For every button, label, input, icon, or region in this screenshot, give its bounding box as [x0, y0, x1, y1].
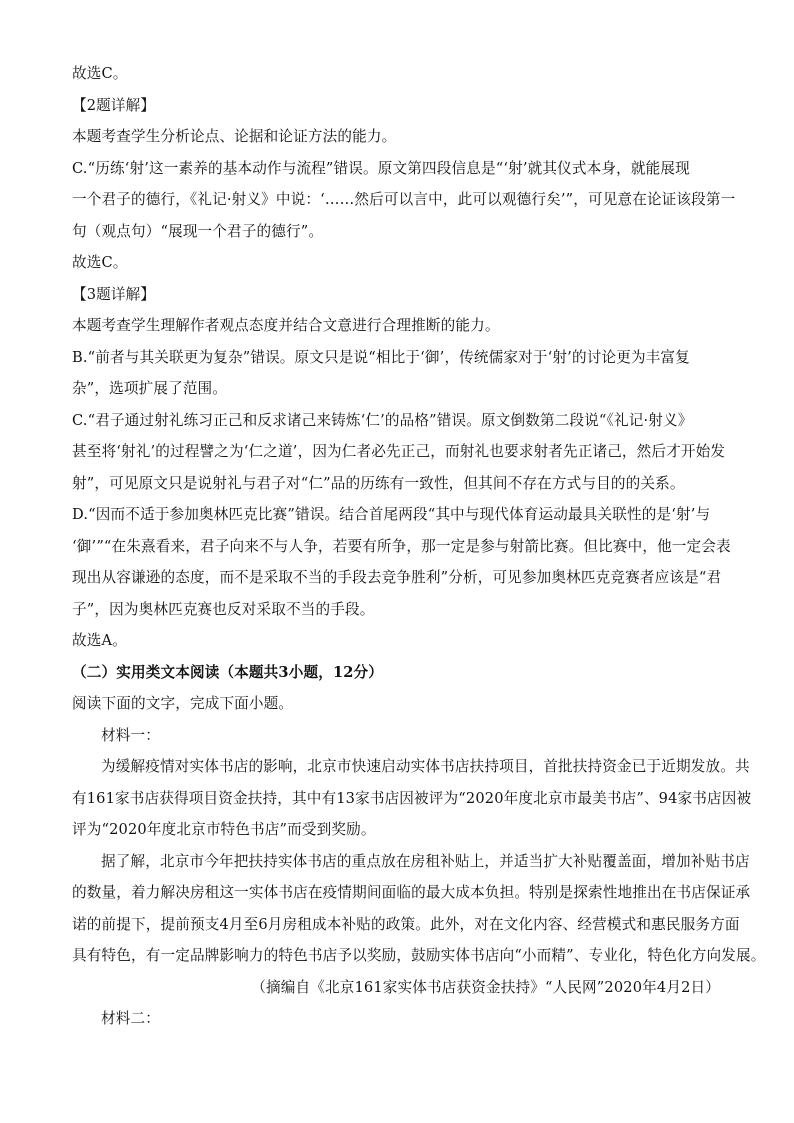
text-line: 射”，可见原文只是说射礼与君子对“仁”品的历练有一致性，但其间不存在方式与目的的关系。: [72, 474, 685, 492]
text-line: 杂”，选项扩展了范围。: [72, 380, 228, 397]
text-line: 诺的前提下，提前预支4月至6月房租成本补贴的政策。此外，对在文化内容、经营模式和惠民服务方面: [72, 915, 740, 933]
document-page: [72, 58, 766, 1035]
text-line: 故选A。: [72, 632, 127, 649]
text-line: 句（观点句）“展现一个君子的德行”。: [72, 222, 324, 240]
text-line: 评为“2020年度北京市特色书店”而受到奖励。: [72, 821, 376, 838]
text-line: 【3题详解】: [72, 285, 156, 303]
text-line: 子”，因为奥林匹克赛也反对采取不当的手段。: [72, 600, 375, 618]
text-line: ‘御’”“在朱熹看来，君子向来不与人争，若要有所争，那一定是参与射箭比赛。但比赛中，他一定会表: [72, 537, 731, 555]
text-line: 【2题详解】: [72, 96, 156, 114]
text-line: 材料二：: [101, 1010, 160, 1027]
text-line: 本题考查学生理解作者观点态度并结合文意进行合理推断的能力。: [72, 317, 500, 334]
text-line: B.“前者与其关联更为复杂”错误。原文只是说“相比于‘御’，传统儒家对于‘射’的讨论更为丰富复: [72, 348, 690, 366]
text-line: 材料一：: [101, 726, 160, 744]
text-line: 具有特色，有一定品牌影响力的特色书店予以奖励，鼓励实体书店向“小而精”、专业化，特色化方向发展。: [72, 947, 766, 964]
text-line: 故选C。: [72, 254, 128, 271]
text-line: 据了解，北京市今年把扶持实体书店的重点放在房租补贴上，并适当扩大补贴覆盖面，增加补贴书店: [101, 852, 750, 870]
text-line: C.“君子通过射礼练习正己和反求诸己来铸炼‘仁’的品格”错误。原文倒数第二段说“《礼记·射义》: [72, 411, 693, 429]
text-line: C.“历练‘射’这一素养的基本动作与流程”错误。原文第四段信息是“‘射’就其仪式本身，就能展现: [72, 159, 690, 177]
text-line: 甚至将‘射礼’的过程譬之为‘仁之道’，因为仁者必先正己，而射礼也要求射者先正诸己，然后才开始发: [72, 443, 726, 460]
text-line: 本题考查学生分析论点、论据和论证方法的能力。: [72, 128, 397, 145]
text-line: D.“因而不适于参加奥林匹克比赛”错误。结合首尾两段“其中与现代体育运动最具关联性的是‘射’与: [72, 506, 711, 523]
text-line: 故选C。: [72, 65, 128, 82]
text-line: 一个君子的德行，《礼记·射义》中说：‘……然后可以言中，此可以观德行矣’”，可见意在论证该段第一: [72, 191, 736, 208]
text-line: 的数量，着力解决房租这一实体书店在疫情期间面临的最大成本负担。特别是探索性地推出在书店保证承: [72, 884, 751, 901]
text-line: 现出从容谦逊的态度，而不是采取不当的手段去竞争胜利”分析，可见参加奥林匹克竞赛者应该是“君: [72, 569, 722, 586]
text-line: 阅读下面的文字，完成下面小题。: [72, 695, 294, 712]
text-line: 有161家书店获得项目资金扶持，其中有13家书店因被评为“2020年度北京市最美书店”、94家书店因被: [72, 789, 752, 807]
section-heading: （二）实用类文本阅读（本题共3小题，12分）: [72, 663, 384, 681]
text-line: （摘编自《北京161家实体书店获资金扶持》“人民网”2020年4月2日）: [251, 978, 720, 996]
text-line: 为缓解疫情对实体书店的影响，北京市快速启动实体书店扶持项目，首批扶持资金已于近期发放。共: [101, 758, 750, 775]
